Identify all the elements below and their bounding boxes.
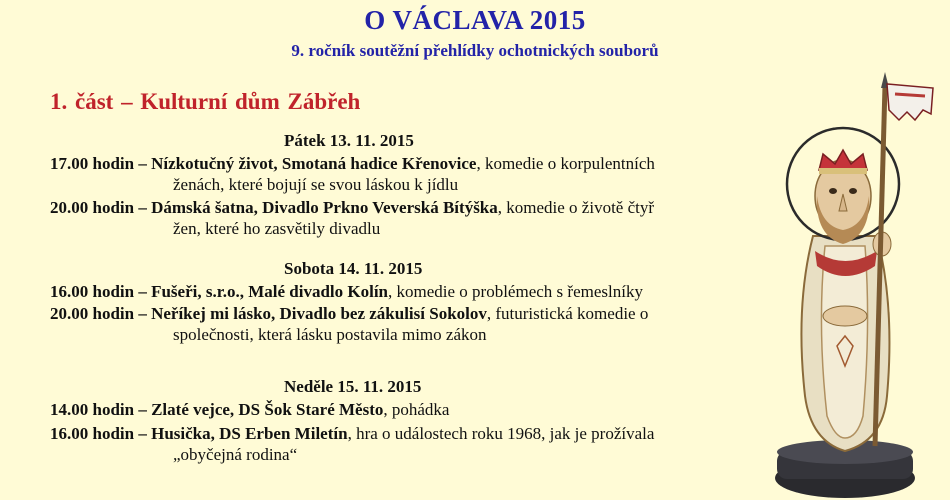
event-title: Nízkotučný život, Smotaná hadice Křenovice (151, 154, 477, 173)
day-heading-sunday: Neděle 15. 11. 2015 (284, 377, 422, 396)
section-heading: 1. část – Kulturní dům Zábřeh (50, 89, 361, 114)
event-desc: , komedie o problémech s řemeslníky (388, 282, 643, 301)
event-desc: , komedie o životě čtyř (497, 198, 655, 217)
event-title: Neříkej mi lásko, Divadlo bez zákulisí Sokolov (151, 304, 487, 323)
event-time: 14.00 hodin – (50, 400, 147, 419)
event-item (50, 399, 770, 420)
event-desc: , pohádka (383, 400, 450, 419)
event-title: Zlaté vejce, DS Šok Staré Město (151, 400, 384, 419)
main-title: O VÁCLAVA 2015 (364, 5, 586, 35)
event-title: Dámská šatna, Divadlo Prkno Veverská Bítýška (151, 198, 498, 217)
event-time: 20.00 hodin – (50, 304, 147, 323)
event-time: 16.00 hodin – (50, 282, 147, 301)
event-desc: , komedie o korpulentních (476, 154, 655, 173)
event-title: Fušeři, s.r.o., Malé divadlo Kolín (151, 282, 389, 301)
event-time: 17.00 hodin – (50, 154, 147, 173)
event-time: 20.00 hodin – (50, 198, 147, 217)
event-item (50, 281, 770, 302)
event-title: Husička, DS Erben Miletín (151, 424, 348, 443)
event-time: 16.00 hodin – (50, 424, 147, 443)
subtitle: 9. ročník soutěžní přehlídky ochotnických souborů (291, 41, 659, 60)
day-heading-saturday: Sobota 14. 11. 2015 (284, 259, 423, 278)
event-item (50, 303, 770, 345)
event-desc-cont: žen, které ho zasvětily divadlu (173, 219, 381, 238)
event-desc-cont: „obyčejná rodina“ (173, 445, 298, 464)
event-item (50, 197, 770, 239)
saint-wenceslas-statue-image (765, 66, 950, 500)
event-desc: , futuristická komedie o (486, 304, 649, 323)
event-desc-cont: ženách, které bojují se svou láskou k jídlu (173, 175, 459, 194)
event-item (50, 423, 770, 465)
event-desc: , hra o událostech roku 1968, jak je prožívala (347, 424, 655, 443)
event-desc-cont: společnosti, která lásku postavila mimo zákon (173, 325, 487, 344)
event-item (50, 153, 770, 195)
day-heading-friday: Pátek 13. 11. 2015 (284, 131, 414, 150)
